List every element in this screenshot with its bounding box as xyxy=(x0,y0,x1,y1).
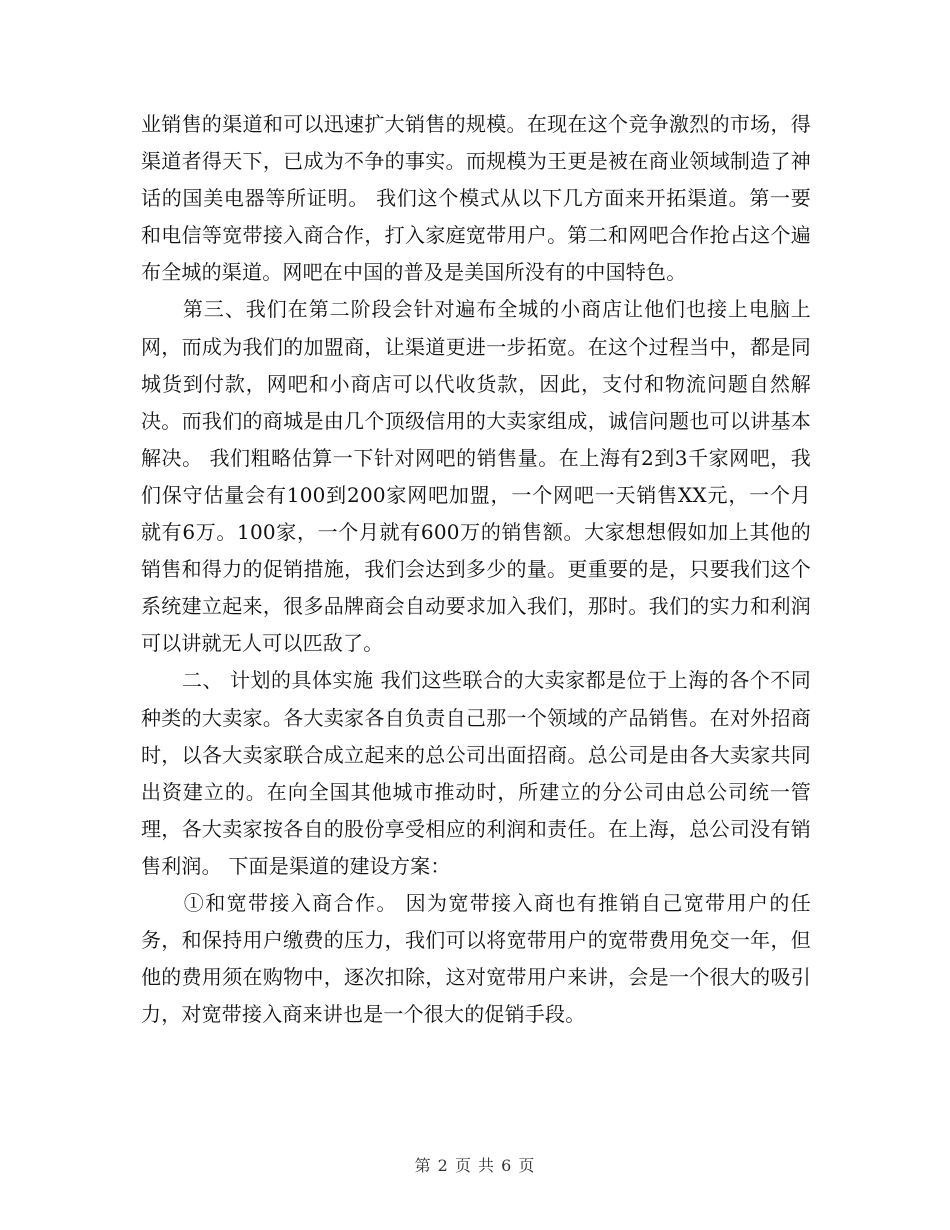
paragraph-implementation: 二、 计划的具体实施 我们这些联合的大卖家都是位于上海的各个不同种类的大卖家。各大卖家各自负责自己那一个领域的产品销售。在对外招商时，以各大卖家联合成立起来的总公司出面招商。总公司是由各大卖家共同出资建立的。在向全国其他城市推动时，所建立的分公司由总公司统一管理，各大卖家按各自的股份享受相应的利润和责任。在上海，总公司没有销售利润。 下面是渠道的建设方案： xyxy=(141,668,811,878)
paragraph-broadband-partnership: ①和宽带接入商合作。 因为宽带接入商也有推销自己宽带用户的任务，和保持用户缴费的压力，我们可以将宽带用户的宽带费用免交一年，但他的费用须在购物中，逐次扣除，这对宽带用户来讲，会是一个很大的吸引力，对宽带接入商来讲也是一个很大的促销手段。 xyxy=(141,890,811,1027)
page-number-footer: 第 2 页 共 6 页 xyxy=(414,1156,536,1175)
paragraph-channel-strategy: 业销售的渠道和可以迅速扩大销售的规模。在现在这个竞争激烈的市场，得渠道者得天下，已成为不争的事实。而规模为王更是被在商业领域制造了神话的国美电器等所证明。 我们这个模式从以下几方面来开拓渠道。第一要和电信等宽带接入商合作，打入家庭宽带用户。第二和网吧合作抢占这个遍布全城的渠道。网吧在中国的普及是美国所没有的中国特色。 xyxy=(141,112,811,285)
document-body xyxy=(141,106,811,1033)
paragraph-third-stage: 第三、我们在第二阶段会针对遍布全城的小商店让他们也接上电脑上网，而成为我们的加盟商，让渠道更进一步拓宽。在这个过程当中，都是同城货到付款，网吧和小商店可以代收货款，因此，支付和物流问题自然解决。而我们的商城是由几个顶级信用的大卖家组成，诚信问题也可以讲基本解决。 我们粗略估算一下针对网吧的销售量。在上海有2到3千家网吧，我们保守估量会有100到200家网吧加盟，一个网吧一天销售XX元，一个月就有6万。100家，一个月就有600万的销售额。大家想想假如加上其他的销售和得力的促销措施，我们会达到多少的量。更重要的是，只要我们这个系统建立起来，很多品牌商会自动要求加入我们，那时。我们的实力和利润可以讲就无人可以匹敌了。 xyxy=(141,297,811,656)
